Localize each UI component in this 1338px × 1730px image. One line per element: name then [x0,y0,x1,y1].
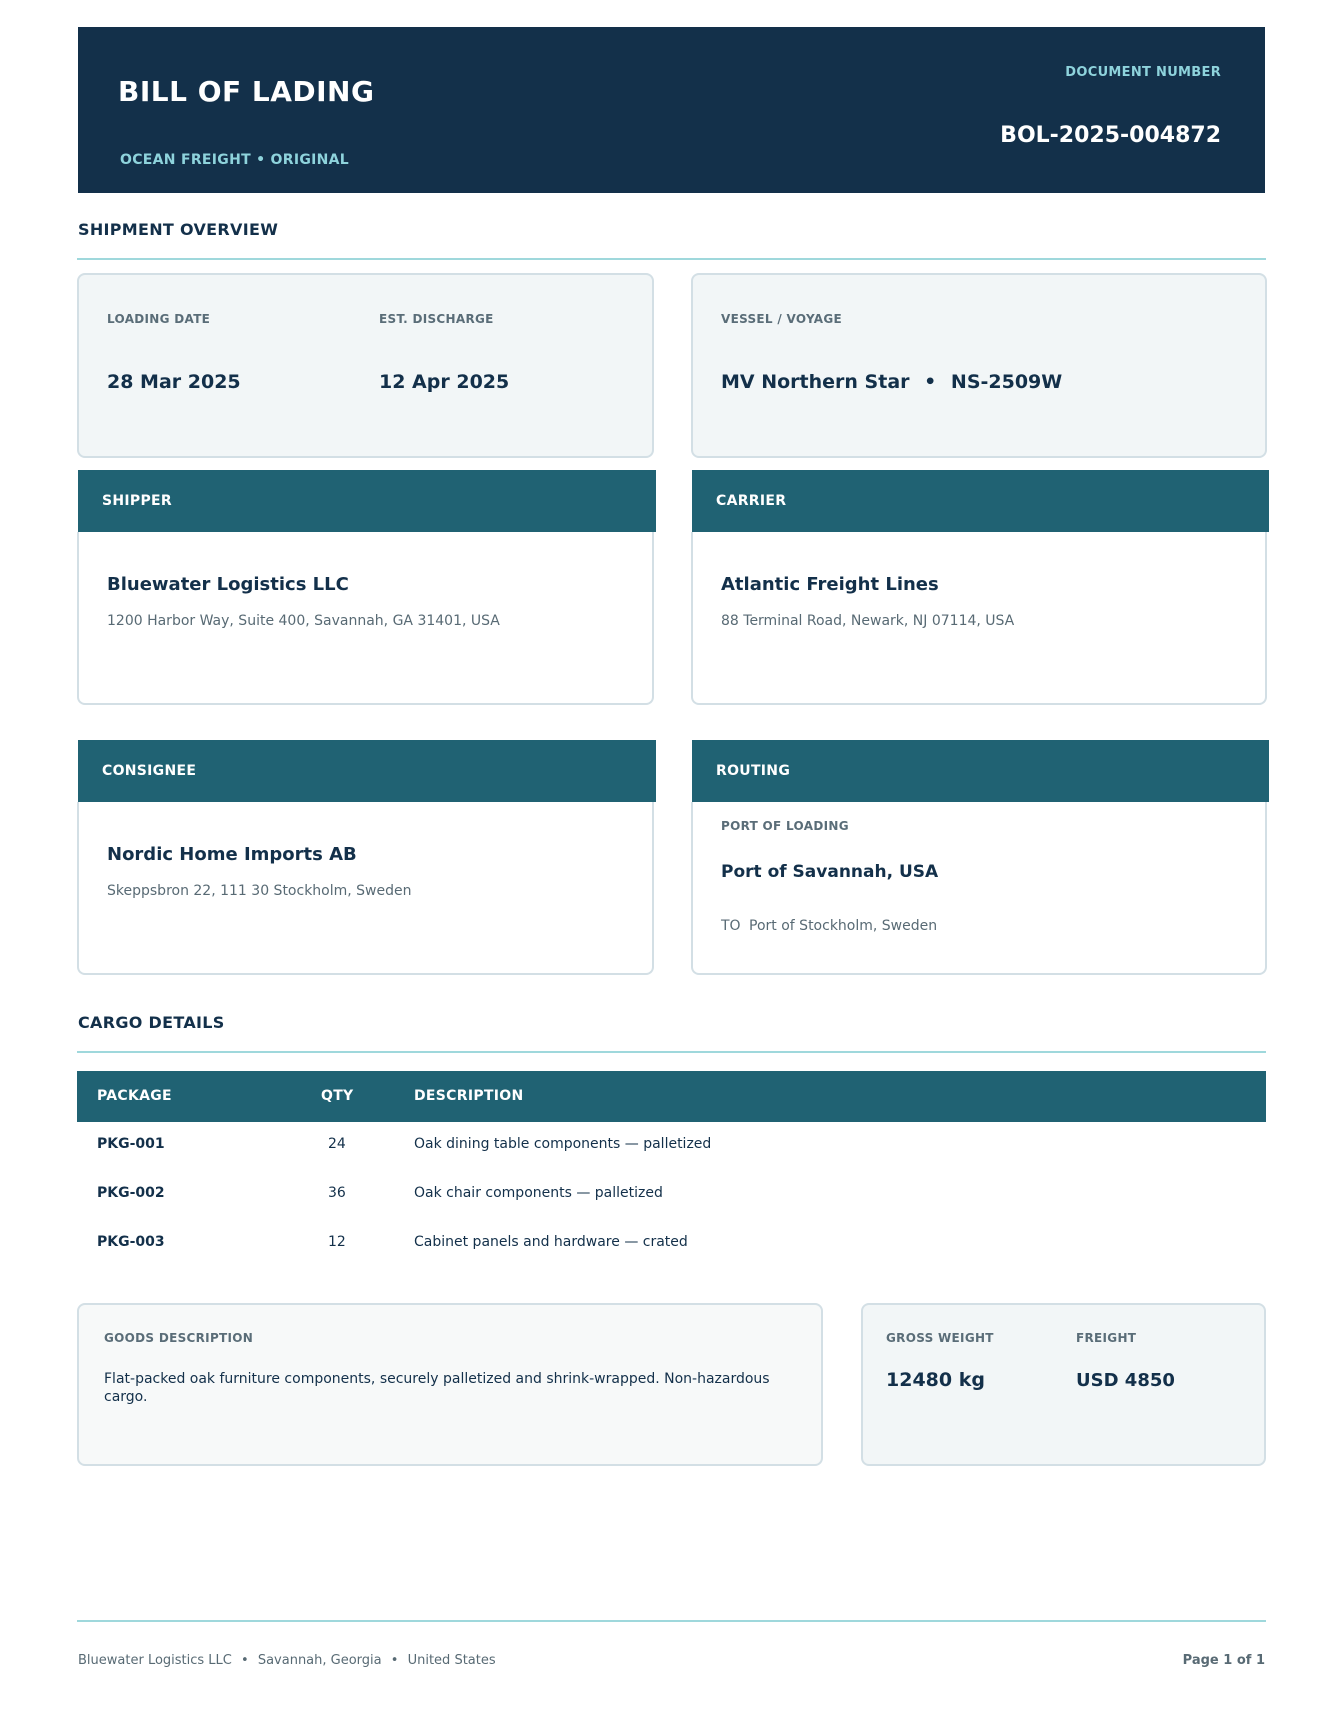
vessel-card [691,273,1267,458]
voyage-number: NS-2509W [950,371,1063,393]
port-of-loading-value: Port of Savannah, USA [721,862,939,882]
shipper-name: Bluewater Logistics LLC [107,574,349,595]
gross-weight-label: GROSS WEIGHT [886,1331,994,1345]
footer-location: Savannah, Georgia [257,1653,382,1668]
consignee-name: Nordic Home Imports AB [107,844,357,865]
document-header [78,27,1265,193]
table-row [77,1220,1266,1269]
vessel-voyage-label: VESSEL / VOYAGE [721,312,843,326]
freight-value: USD 4850 [1076,1370,1175,1391]
page-number: Page 1 of 1 [1182,1653,1265,1668]
est-discharge-label: EST. DISCHARGE [379,312,494,326]
shipper-address: 1200 Harbor Way, Suite 400, Savannah, GA 31401, USA [107,613,500,629]
est-discharge-value: 12 Apr 2025 [379,371,510,393]
carrier-address: 88 Terminal Road, Newark, NJ 07114, USA [721,613,1015,629]
gross-weight-value: 12480 kg [886,1369,985,1391]
destination-line [721,918,937,934]
carrier-name: Atlantic Freight Lines [721,574,939,595]
section-divider [77,1051,1266,1053]
column-header-qty: QTY [321,1088,354,1104]
section-divider [77,258,1266,260]
carrier-card [691,532,1267,705]
goods-description-card [77,1303,823,1466]
voyage-separator: • [924,371,937,393]
package-id: PKG-003 [97,1234,165,1250]
package-description: Cabinet panels and hardware — crated [414,1234,688,1250]
shipper-heading: SHIPPER [78,470,656,532]
port-of-loading-label: PORT OF LOADING [721,819,849,833]
shipment-overview-title: SHIPMENT OVERVIEW [78,220,279,239]
package-description: Oak chair components — palletized [414,1185,663,1201]
loading-date-value: 28 Mar 2025 [107,371,241,393]
footer-company: Bluewater Logistics LLC [78,1653,232,1668]
goods-description-text: Flat-packed oak furniture components, securely palletized and shrink-wrapped. Non-hazardous cargo. [104,1371,770,1405]
cargo-table-header [77,1071,1266,1122]
footer-country: United States [407,1653,496,1668]
totals-card [861,1303,1266,1466]
consignee-card [77,802,654,975]
to-label: TO [721,918,741,934]
goods-description-label: GOODS DESCRIPTION [104,1331,254,1345]
cargo-details-title: CARGO DETAILS [78,1013,225,1032]
column-header-package: PACKAGE [97,1088,172,1104]
consignee-address: Skeppsbron 22, 111 30 Stockholm, Sweden [107,883,412,899]
column-header-description: DESCRIPTION [414,1088,524,1104]
table-row [77,1122,1266,1171]
package-id: PKG-001 [97,1136,165,1152]
table-row [77,1171,1266,1220]
document-subtitle: OCEAN FREIGHT • ORIGINAL [120,152,349,168]
routing-heading: ROUTING [692,740,1269,802]
shipper-card [77,532,654,705]
dates-card [77,273,654,458]
package-id: PKG-002 [97,1185,165,1201]
footer-separator: • [241,1653,249,1668]
vessel-voyage-value [721,371,1062,393]
footer-divider [77,1620,1266,1622]
loading-date-label: LOADING DATE [107,312,211,326]
vessel-name: MV Northern Star [721,371,910,393]
package-description: Oak dining table components — palletized [414,1136,712,1152]
document-number: BOL-2025-004872 [1000,123,1221,148]
carrier-heading: CARRIER [692,470,1269,532]
destination-port: Port of Stockholm, Sweden [749,918,938,934]
footer-company-info [78,1653,496,1668]
package-qty: 36 [328,1185,346,1201]
document-title: BILL OF LADING [118,75,375,108]
package-qty: 12 [328,1234,346,1250]
routing-card [691,802,1267,975]
footer-separator: • [390,1653,399,1668]
document-number-label: DOCUMENT NUMBER [1065,65,1221,80]
package-qty: 24 [328,1136,346,1152]
freight-label: FREIGHT [1076,1331,1137,1345]
consignee-heading: CONSIGNEE [78,740,656,802]
